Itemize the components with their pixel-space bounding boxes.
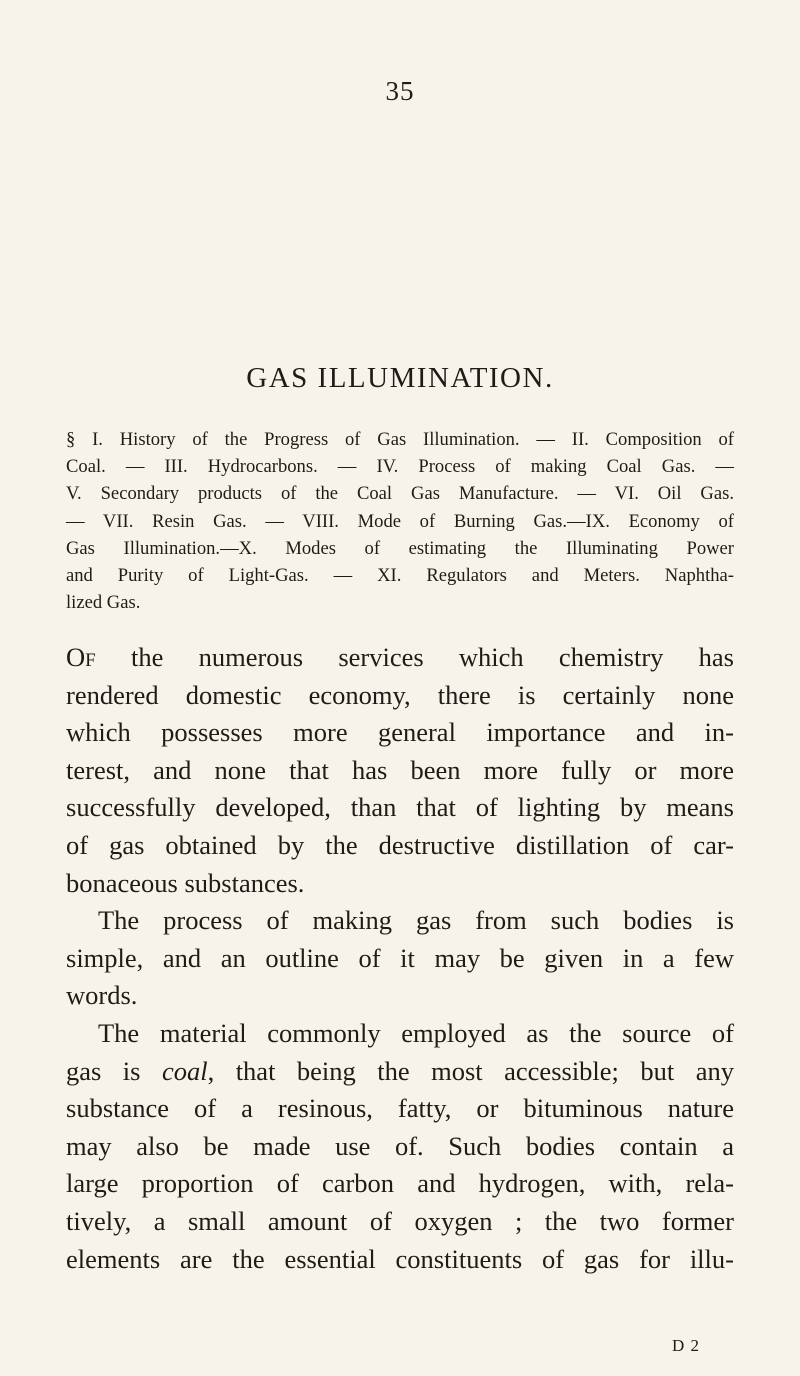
paragraph-1-line: of gas obtained by the destructive distillation of car- [66,829,734,860]
paragraph-3-text: gas is [66,1055,162,1086]
paragraph-1-line: which possesses more general importance and in- [66,717,734,748]
paragraph-1-line: rendered domestic economy, there is certainly none [66,679,734,710]
paragraph-2-line: The process of making gas from such bodies is [98,905,734,936]
contents-line: V. Secondary products of the Coal Gas Manufacture. — VI. Oil Gas. [66,483,734,505]
paragraph-1-line: terest, and none that has been more fully or more [66,754,734,785]
contents-line: lized Gas. [66,592,141,614]
page-number: 35 [385,76,415,106]
paragraph-3-line: may also be made use of. Such bodies contain a [66,1130,734,1161]
chapter-contents-summary [66,426,734,616]
paragraph-3-line: The material commonly employed as the source of [98,1017,734,1048]
paragraph-1-line: bonaceous substances. [66,867,305,898]
drop-lead-word: Of [66,642,96,672]
paragraph-3-text: , that being the most accessible; but any [207,1055,735,1086]
contents-line: Coal. — III. Hydrocarbons. — IV. Process of making Coal Gas. — [66,456,734,478]
paragraph-1-line [66,639,734,677]
body-text [66,639,734,1278]
paragraph-2-line: words. [66,980,138,1011]
chapter-title: GAS ILLUMINATION. [246,362,554,394]
contents-line: Gas Illumination.—X. Modes of estimating the Illuminating Power [66,537,734,559]
paragraph-3-line: elements are the essential constituents of gas for illu- [66,1243,734,1274]
contents-line: § I. History of the Progress of Gas Illumination. — II. Composition of [66,429,734,450]
printer-signature-mark: D 2 [672,1336,701,1355]
contents-line: — VII. Resin Gas. — VIII. Mode of Burning Gas.—IX. Economy of [66,510,734,532]
paragraph-1-line: successfully developed, than that of lighting by means [66,792,734,823]
emphasis-coal: coal [161,1055,208,1086]
paragraph-3-line: tively, a small amount of oxygen ; the two former [66,1205,734,1236]
paragraph-1-line-rest: the numerous services which chemistry has [95,642,734,672]
contents-line: and Purity of Light-Gas. — XI. Regulators and Meters. Naphtha- [66,565,734,587]
paragraph-3-line [66,1053,734,1091]
paragraph-3-line: substance of a resinous, fatty, or bituminous nature [66,1093,734,1124]
paragraph-3-line: large proportion of carbon and hydrogen, with, rela- [66,1168,734,1199]
paragraph-2-line: simple, and an outline of it may be given in a few [66,942,734,973]
